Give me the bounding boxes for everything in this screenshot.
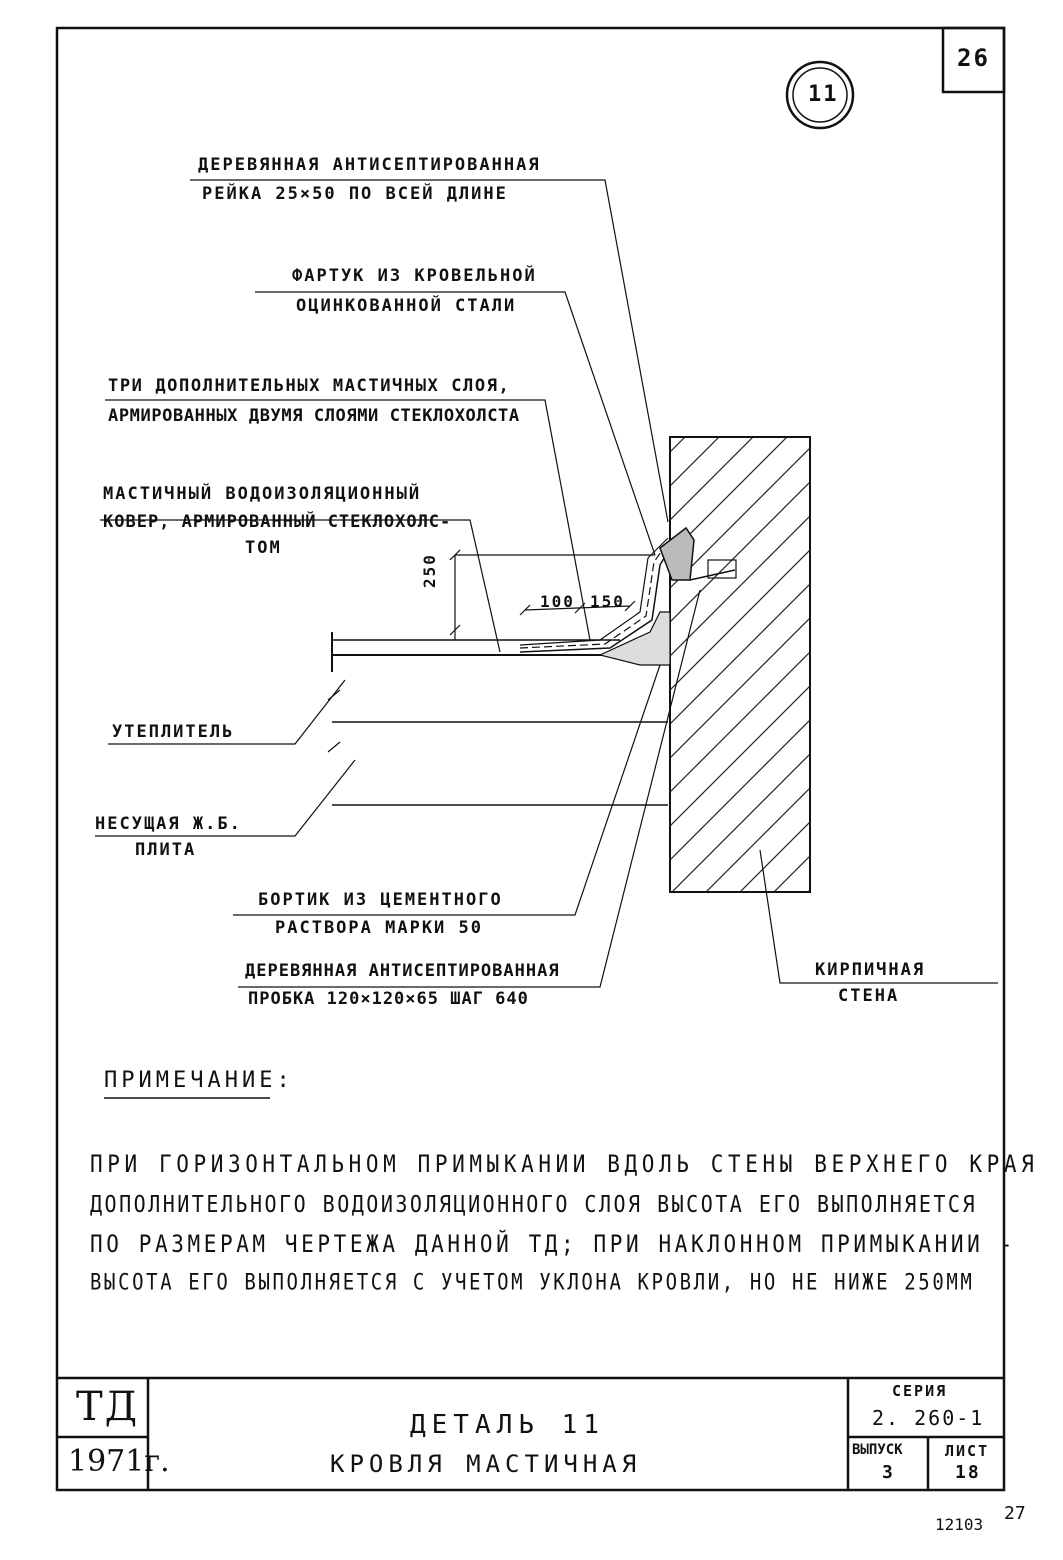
label-plug-1: ДЕРЕВЯННАЯ АНТИСЕПТИРОВАННАЯ [245, 961, 560, 981]
title-block-subtitle: КРОВЛЯ МАСТИЧНАЯ [330, 1450, 642, 1478]
title-block-year: 1971г. [68, 1444, 170, 1479]
title-block-issue-label: ВЫПУСК [852, 1442, 903, 1458]
label-curb-1: БОРТИК ИЗ ЦЕМЕНТНОГО [258, 890, 503, 910]
title-block-title: ДЕТАЛЬ 11 [410, 1410, 605, 1440]
label-wall-2: СТЕНА [838, 986, 900, 1006]
title-block-org: ТД [76, 1384, 140, 1430]
label-plug-2: ПРОБКА 120×120×65 ШАГ 640 [248, 989, 529, 1009]
label-slab-1: НЕСУЩАЯ Ж.Б. [95, 814, 242, 834]
label-curb-2: РАСТВОРА МАРКИ 50 [275, 918, 483, 938]
label-lath-2: РЕЙКА 25×50 ПО ВСЕЙ ДЛИНЕ [202, 184, 508, 204]
title-block-series-label: СЕРИЯ [892, 1382, 948, 1400]
label-carpet-3: ТОМ [245, 538, 282, 558]
label-slab-2: ПЛИТА [135, 840, 197, 860]
sheet-number: 26 [957, 44, 990, 72]
leader-lines [95, 180, 998, 987]
title-block-sheet: 18 [955, 1462, 981, 1483]
title-block-sheet-label: ЛИСТ [945, 1442, 990, 1460]
label-apron-2: ОЦИНКОВАННОЙ СТАЛИ [296, 296, 517, 316]
note-line-1: ПРИ ГОРИЗОНТАЛЬНОМ ПРИМЫКАНИИ ВДОЛЬ СТЕНЫ ВЕРХНЕГО КРАЯ [90, 1150, 1039, 1178]
label-carpet-2: КОВЕР, АРМИРОВАННЫЙ СТЕКЛОХОЛС- [103, 512, 452, 532]
dim-150: 150 [590, 592, 625, 611]
label-apron-1: ФАРТУК ИЗ КРОВЕЛЬНОЙ [292, 266, 537, 286]
label-lath-1: ДЕРЕВЯННАЯ АНТИСЕПТИРОВАННАЯ [198, 155, 541, 175]
label-carpet-1: МАСТИЧНЫЙ ВОДОИЗОЛЯЦИОННЫЙ [103, 484, 422, 504]
brick-wall [670, 437, 810, 892]
dim-height: 250 [420, 553, 439, 588]
label-extra-layers-1: ТРИ ДОПОЛНИТЕЛЬНЫХ МАСТИЧНЫХ СЛОЯ, [108, 376, 511, 396]
note-line-3: ПО РАЗМЕРАМ ЧЕРТЕЖА ДАННОЙ ТД; ПРИ НАКЛОННОМ ПРИМЫКАНИИ - [90, 1230, 1016, 1258]
footer-page: 27 [1004, 1503, 1026, 1524]
label-extra-layers-2: АРМИРОВАННЫХ ДВУМЯ СЛОЯМИ СТЕКЛОХОЛСТА [108, 406, 520, 426]
dim-100: 100 [540, 592, 575, 611]
title-block-issue: 3 [882, 1462, 895, 1483]
label-insulation: УТЕПЛИТЕЛЬ [112, 722, 235, 742]
note-line-2: ДОПОЛНИТЕЛЬНОГО ВОДОИЗОЛЯЦИОННОГО СЛОЯ ВЫСОТА ЕГО ВЫПОЛНЯЕТСЯ [90, 1190, 978, 1218]
title-block-series: 2. 260-1 [872, 1406, 985, 1430]
detail-marker-number: 11 [808, 82, 839, 107]
note-line-4: ВЫСОТА ЕГО ВЫПОЛНЯЕТСЯ С УЧЕТОМ УКЛОНА КРОВЛИ, НО НЕ НИЖЕ 250ММ [90, 1270, 975, 1296]
footer-code: 12103 [935, 1515, 984, 1534]
note-heading: ПРИМЕЧАНИЕ: [104, 1068, 294, 1093]
label-wall-1: КИРПИЧНАЯ [815, 960, 926, 980]
